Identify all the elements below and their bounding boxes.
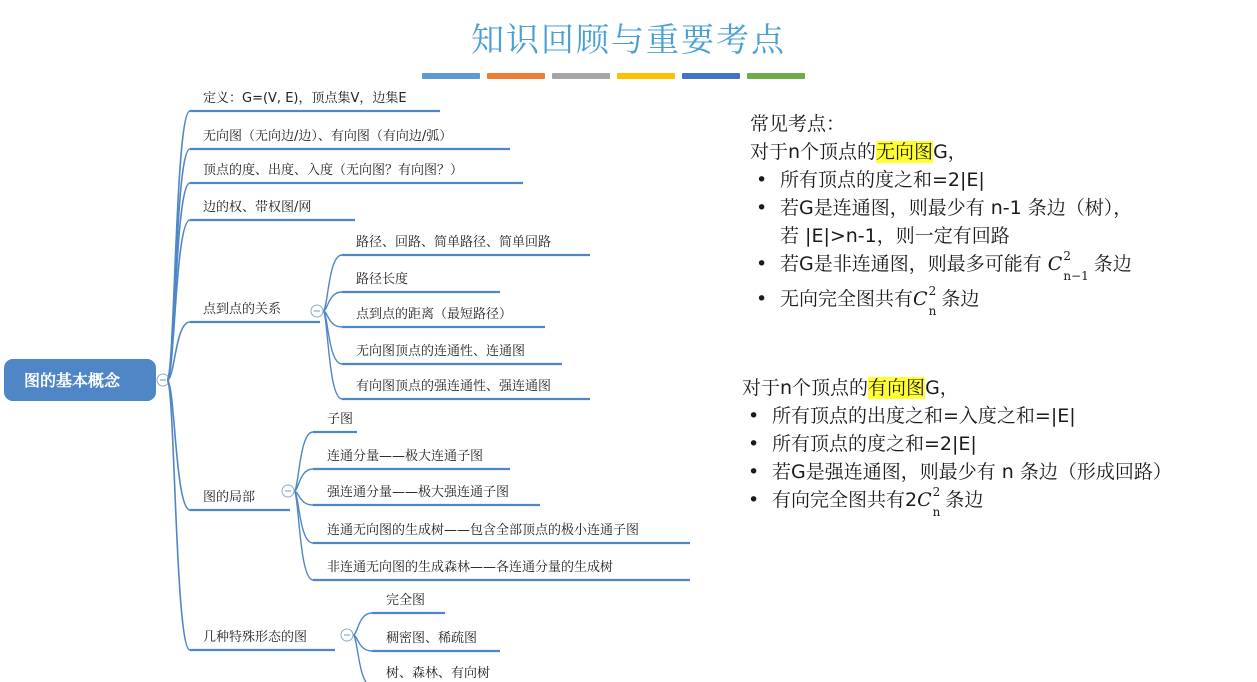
child-node-label: 有向图顶点的强连通性、强连通图 bbox=[356, 379, 552, 394]
child-node-label: 强连通分量——极大强连通子图 bbox=[327, 485, 510, 500]
root-node-label: 图的基本概念 bbox=[24, 371, 121, 390]
list-item-continuation: 若 |E|>n-1，则一定有回路 bbox=[780, 225, 1010, 247]
branch-label: 定义：G=(V, E)，顶点集V，边集E bbox=[203, 91, 407, 106]
list-item: • 无向完全图共有C 2 $_n$ 条边 bbox=[756, 283, 980, 318]
list-item: • 若G是强连通图，则最少有 n 条边（形成回路） bbox=[748, 461, 1172, 483]
undirected-intro: 对于n个顶点的无向图G， bbox=[750, 141, 967, 163]
undirected-graph-panel bbox=[750, 110, 1132, 320]
list-item: • 有向完全图共有2C 2 $_n$ 条边 bbox=[748, 485, 984, 519]
directed-intro: 对于n个顶点的有向图G， bbox=[742, 377, 959, 399]
undirected-highlight: 无向图 bbox=[876, 141, 934, 163]
child-node-label: 稠密图、稀疏图 bbox=[386, 631, 478, 646]
branch-label: 图的局部 bbox=[203, 490, 256, 505]
math-formula: C 2 $_n$ bbox=[917, 485, 941, 519]
panel-heading: 常见考点： bbox=[750, 113, 846, 135]
connector-line bbox=[353, 613, 372, 635]
branch-label: 几种特殊形态的图 bbox=[203, 630, 308, 645]
list-item: • 所有顶点的度之和=2|E| bbox=[756, 169, 985, 191]
list-item: • 所有顶点的出度之和=入度之和=|E| bbox=[748, 405, 1076, 427]
child-node-label: 路径长度 bbox=[356, 272, 409, 287]
directed-graph-panel bbox=[742, 374, 1172, 521]
directed-highlight: 有向图 bbox=[868, 377, 926, 399]
child-node-label: 路径、回路、简单路径、简单回路 bbox=[356, 235, 552, 250]
connector-line bbox=[294, 432, 313, 491]
math-formula: C 2 $_n$ bbox=[913, 283, 937, 318]
connector-line bbox=[167, 380, 190, 650]
connector-line bbox=[323, 255, 342, 311]
page-title: 知识回顾与重要考点 bbox=[471, 20, 786, 59]
child-node-label: 无向图顶点的连通性、连通图 bbox=[356, 344, 526, 359]
branch-label: 无向图（无向边/边）、有向图（有向边/弧） bbox=[203, 129, 453, 144]
child-node-label: 连通分量——极大连通子图 bbox=[327, 449, 484, 464]
math-formula: C 2 $_{n-1}$ bbox=[1047, 249, 1089, 283]
child-node-label: 子图 bbox=[327, 412, 354, 427]
list-item: • 若G是连通图，则最少有 n-1 条边（树）， bbox=[756, 197, 1133, 219]
list-item: • 所有顶点的度之和=2|E| bbox=[748, 433, 977, 455]
connector-line bbox=[353, 635, 372, 682]
color-bar bbox=[747, 73, 805, 79]
list-item: • 若G是非连通图，则最多可能有 C 2 $_{n-1}$ 条边 bbox=[756, 249, 1132, 283]
branch-label: 顶点的度、出度、入度（无向图？有向图？） bbox=[203, 163, 464, 178]
child-node-label: 非连通无向图的生成森林——各连通分量的生成树 bbox=[327, 560, 614, 575]
branch-label: 点到点的关系 bbox=[203, 302, 282, 317]
child-node-label: 连通无向图的生成树——包含全部顶点的极小连通子图 bbox=[327, 523, 640, 538]
branch-label: 边的权、带权图/网 bbox=[203, 200, 312, 215]
child-node-label: 点到点的距离（最短路径） bbox=[356, 307, 513, 322]
child-node-label: 树、森林、有向树 bbox=[386, 666, 491, 681]
child-node-label: 完全图 bbox=[386, 593, 426, 608]
